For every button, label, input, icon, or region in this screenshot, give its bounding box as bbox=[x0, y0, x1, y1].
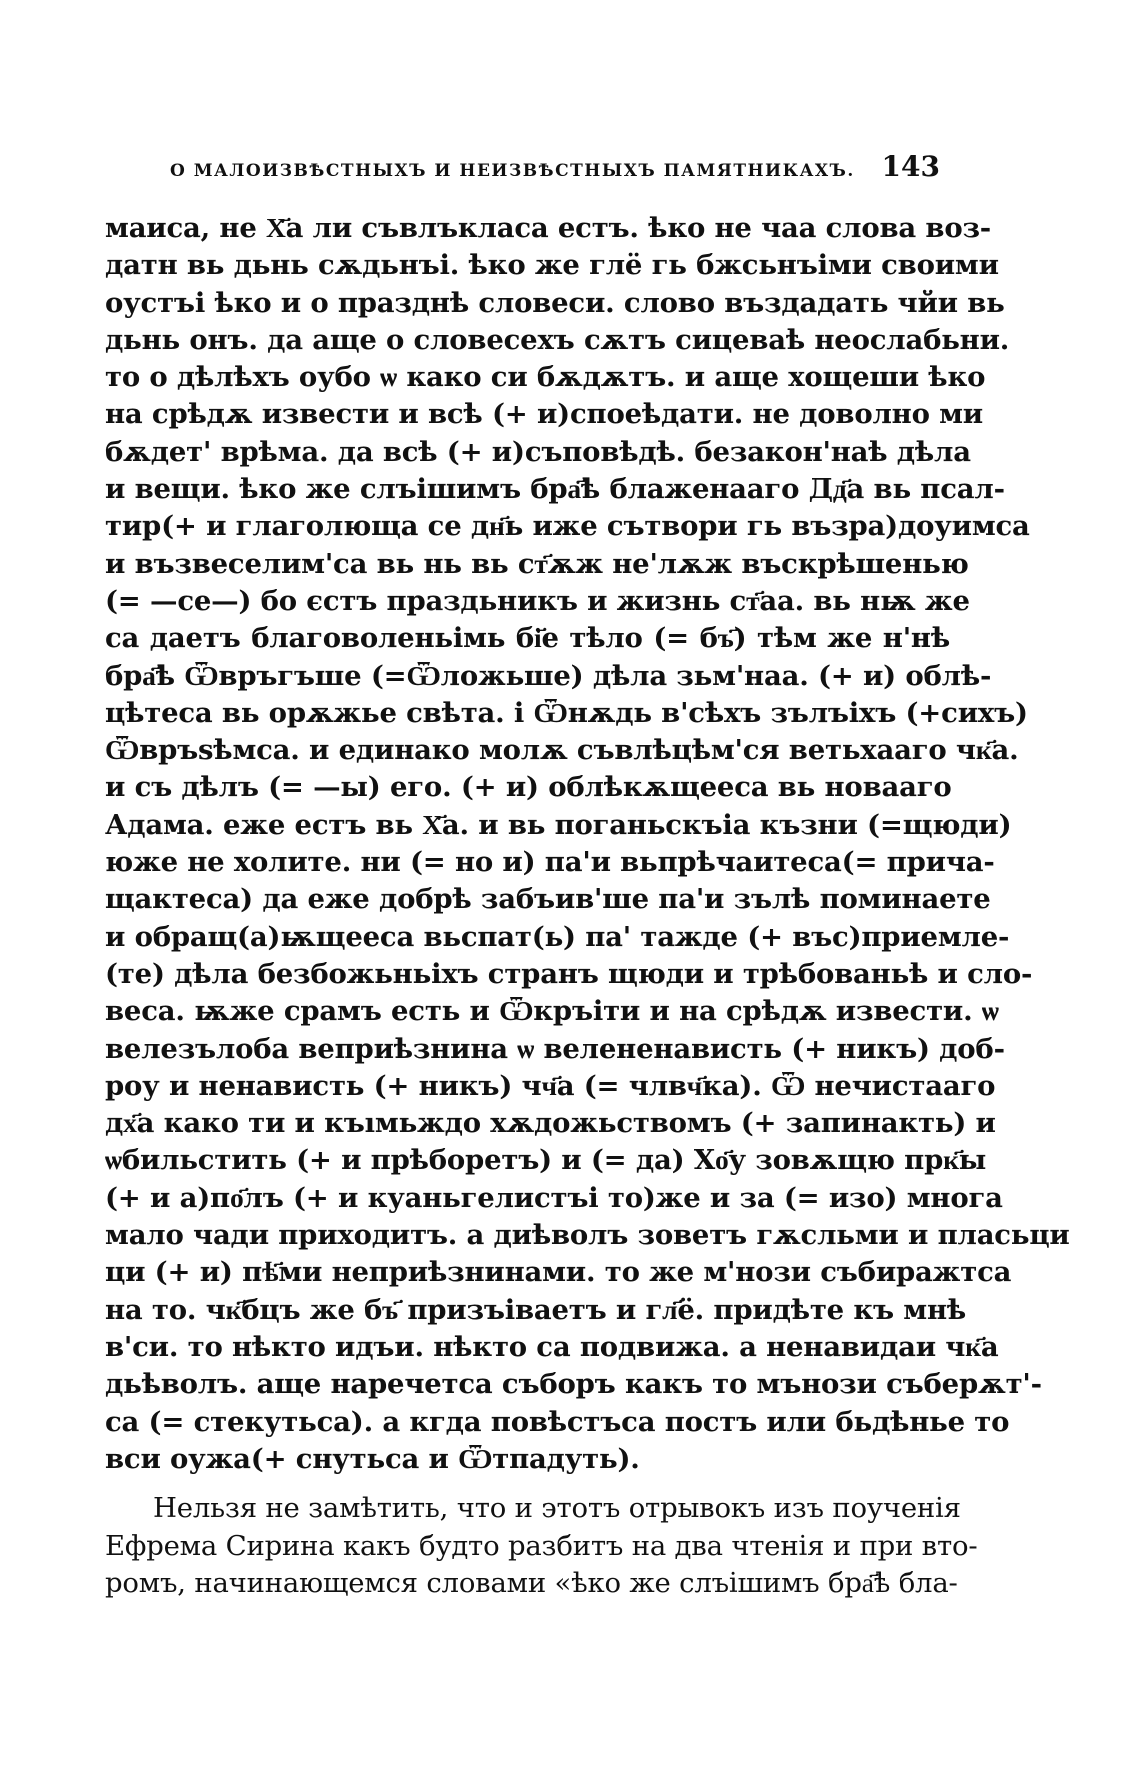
quote-line: веса. ѭже срамъ есть и Ѿкръіти и на срѣдѫ извести. ѡ bbox=[105, 995, 999, 1028]
commentary-line: Нельзя не замѣтить, что и этотъ отрывокъ изъ поученія bbox=[153, 1492, 961, 1525]
running-head bbox=[105, 150, 950, 200]
quote-line: и обращ(а)ѭщееса вьспат(ь) па' тажде (+ въс)приемле- bbox=[105, 920, 1010, 953]
quote-line: дьнь онъ. да аще о словесехъ сѫтъ сицеваѣ неослабьни. bbox=[105, 323, 1010, 356]
quote-line: на срѣдѫ извести и всѣ (+ и)споеѣдати. не доволно ми bbox=[105, 398, 983, 431]
quote-line: дх҃а како ти и къıмьждо хѫдожьствомъ (+ запинакть) и bbox=[105, 1107, 996, 1140]
quote-line: датн вь дьнь сѫдьнъі. ѣко же глё гь бжсьнъіми своими bbox=[105, 249, 999, 282]
quote-line: то о дѣлѣхъ оубо ѡ како си бѫдѫтъ. и аще хощеши ѣко bbox=[105, 361, 986, 394]
quote-line: тир(+ и глаголюща се дн҃ь иже сътвори гь възра)доуимса bbox=[105, 510, 1030, 543]
quote-line: дьѣволъ. аще наречетса съборъ какъ то мънози съберѫт'- bbox=[105, 1368, 1042, 1401]
quote-line: цѣтеса вь орѫжье свѣта. і Ѿнѫдь в'сѣхъ зълъіхъ (+сихъ) bbox=[105, 696, 1028, 729]
quote-line: Ѿвръѕѣмса. и единако молѫ съвлѣцѣм'ся ветьхааго чк҃а. bbox=[105, 734, 1019, 767]
quote-line: оустъі ѣко и о празднѣ словеси. слово въздадать чйи вь bbox=[105, 286, 1005, 319]
quote-line: са (= стекутьса). а кгда повѣстъса постъ или бьдѣнье то bbox=[105, 1405, 1010, 1438]
quote-line: (= —се—) бо єстъ праздьникъ и жизнь ст҃аа. вь нѭ же bbox=[105, 584, 970, 617]
quote-line: и съ дѣлъ (= —ы) его. (+ и) облѣкѫщееса вь новааго bbox=[105, 771, 952, 804]
old-slavonic-quote bbox=[105, 210, 1070, 1478]
quote-line: роу и ненависть (+ никъ) чч҃а (= члвч҃ка). Ѿ нечистааго bbox=[105, 1069, 996, 1102]
quote-line: и възвеселим'са вь нь вь ст҃ѫж не'лѫж въскрѣшенью bbox=[105, 547, 969, 580]
quote-line: и вещи. ѣко же слъішимъ бра҃ѣ блаженааго Дд҃а вь псал- bbox=[105, 473, 1005, 506]
quote-line: юже не холите. ни (= но и) па'и вьпрѣчаитеса(= прича- bbox=[105, 846, 995, 879]
quote-line: мало чади приходитъ. а диѣволъ зоветъ гѫсльми и пласьци bbox=[105, 1219, 1070, 1252]
quote-line: (те) дѣла безбожьньіхъ странъ щюди и трѣбованьѣ и сло- bbox=[105, 957, 1033, 990]
quote-line: маиса, не Х҃а ли съвлъкласа естъ. ѣко не чаа слова воз- bbox=[105, 212, 992, 244]
quote-line: щактеса) да еже добрѣ забъив'ше па'и зълѣ поминаете bbox=[105, 883, 991, 916]
quote-line: Адама. еже естъ вь Х҃а. и вь поганьскъіа къзни (=щюди) bbox=[105, 808, 1012, 841]
commentary-line: ромъ, начинающемся словами «ѣко же слъішимъ бра҃ѣ бла- bbox=[105, 1567, 958, 1600]
page-number: 143 bbox=[881, 150, 940, 183]
quote-line: бѫдет' врѣма. да всѣ (+ и)съповѣдѣ. безакон'наѣ дѣла bbox=[105, 435, 971, 468]
running-title: О МАЛОИЗВѢСТНЫХЪ И НЕИЗВѢСТНЫХЪ ПАМЯТНИКАХЪ. bbox=[170, 161, 855, 181]
quote-line: бра҃ѣ Ѿвръгъше (=Ѿложьше) дѣла зьм'наа. (+ и) облѣ- bbox=[105, 659, 992, 692]
quote-line: на то. чк҃бцъ же бъ҃ призъіваетъ и гл҃ё. придѣте къ мнѣ bbox=[105, 1293, 967, 1326]
quote-line: ци (+ и) пѣ҃ми неприѣзнинами. то же м'нози събиражтса bbox=[105, 1256, 1012, 1289]
quote-line: вси оужа(+ снутьса и Ѿтпадуть). bbox=[105, 1442, 640, 1475]
quote-line: велезълоба веприѣзнина ѡ велененависть (+ никъ) доб- bbox=[105, 1032, 1005, 1065]
commentary-line: Ефрема Сирина какъ будто разбитъ на два чтенія и при вто- bbox=[105, 1529, 978, 1562]
quote-line: са даетъ благоволеньімь бі҃е тѣло (= бъ҃) тѣм же н'нѣ bbox=[105, 622, 950, 655]
quote-line: в'си. то нѣкто идъи. нѣкто са подвижа. а ненавидаи чк҃а bbox=[105, 1330, 999, 1363]
quote-line: (+ и а)по҃лъ (+ и куаньгелистъі то)же и за (= изо) многа bbox=[105, 1181, 1003, 1214]
commentary-paragraph bbox=[105, 1490, 978, 1603]
quote-line: ѡбильстить (+ и прѣборетъ) и (= да) Хо҃у зовѫщю прк҃ы bbox=[105, 1144, 987, 1177]
book-page bbox=[105, 150, 1070, 1603]
